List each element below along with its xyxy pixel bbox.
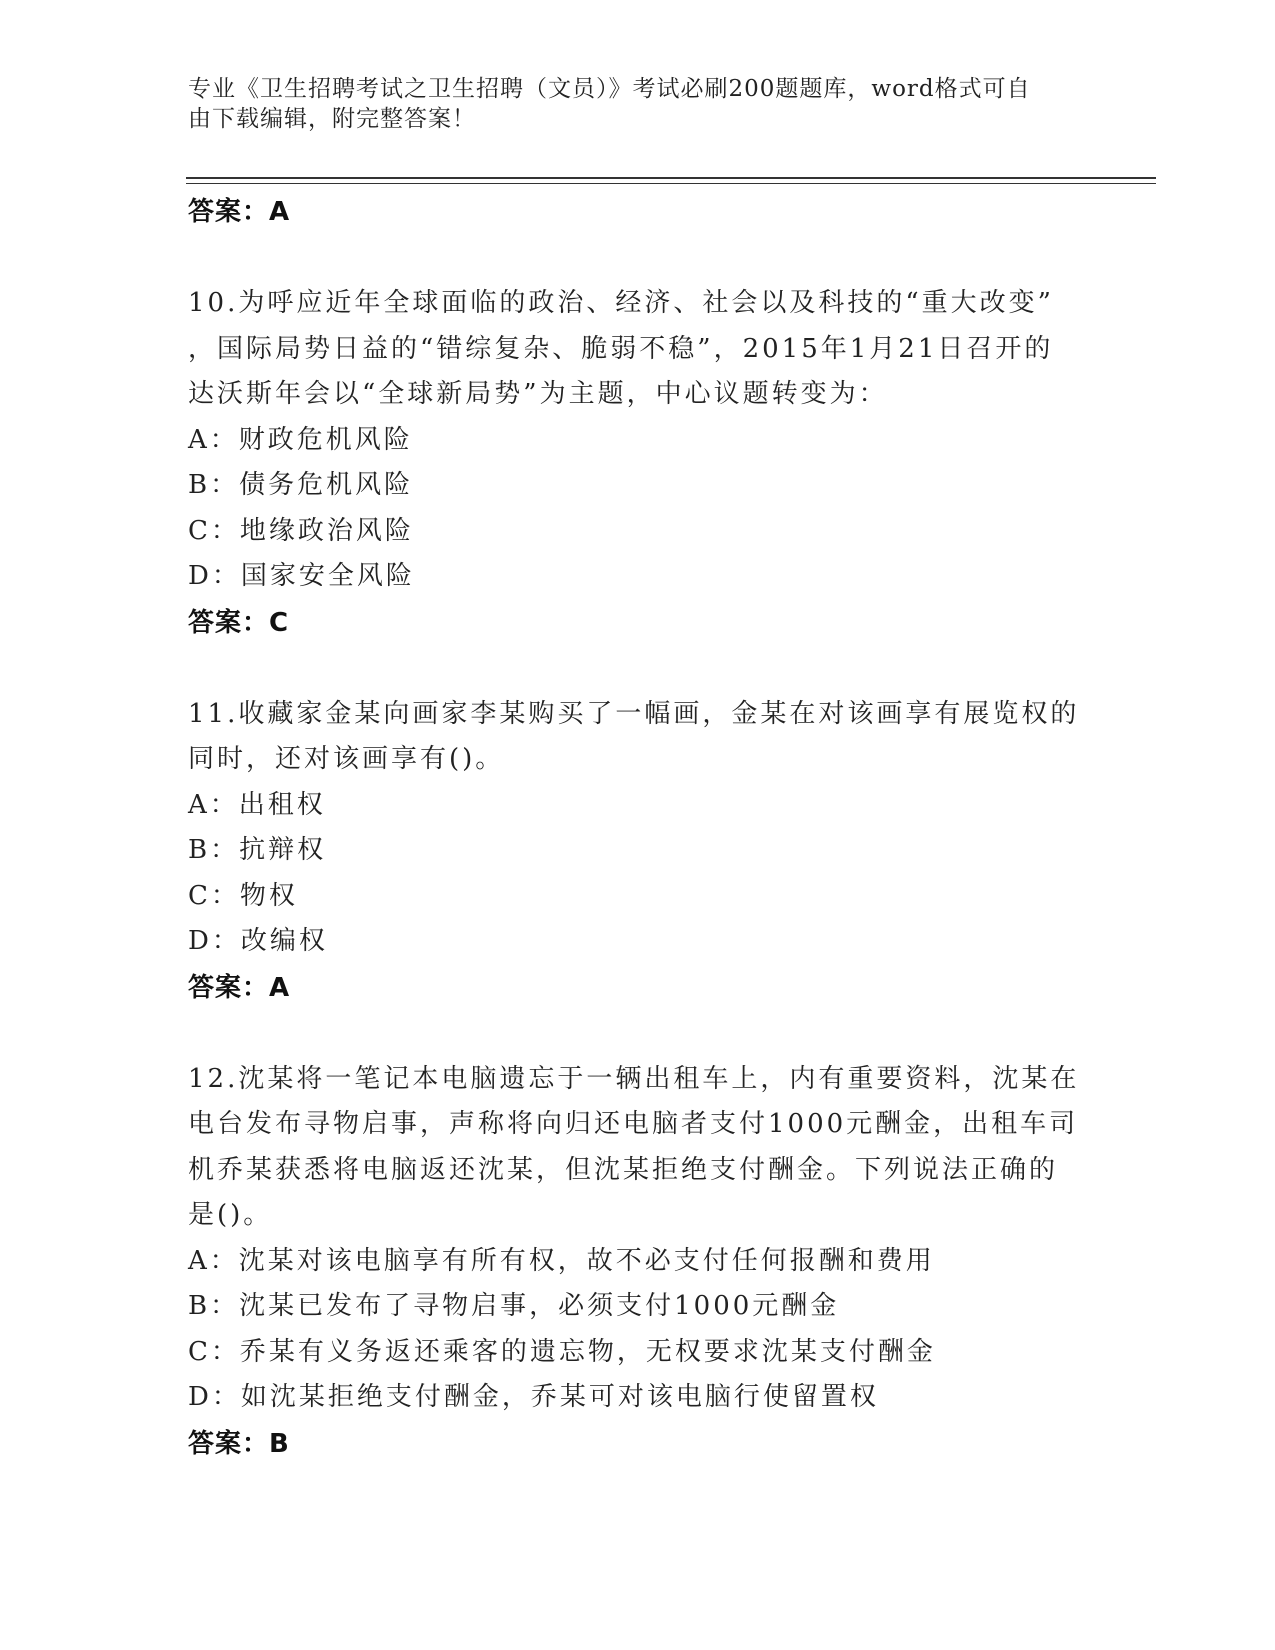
question-text-line: 12.沈某将一笔记本电脑遗忘于一辆出租车上，内有重要资料，沈某在	[188, 1063, 1080, 1094]
answer-line: 答案：A	[188, 197, 291, 227]
question-10	[188, 281, 1088, 646]
header-line: 专业《卫生招聘考试之卫生招聘（文员）》考试必刷200题题库，word格式可自	[188, 76, 1031, 102]
option-a: A：出租权	[188, 789, 326, 820]
question-text-line: ，国际局势日益的“错综复杂、脆弱不稳”，2015年1月21日召开的	[188, 333, 1054, 364]
question-text-line: 同时，还对该画享有()。	[188, 744, 505, 774]
option-a: A：财政危机风险	[188, 424, 413, 455]
answer-line: 答案：C	[188, 607, 290, 638]
document-header	[188, 74, 1068, 134]
question-text-line: 达沃斯年会以“全球新局势”为主题，中心议题转变为：	[188, 379, 888, 409]
option-b: B：沈某已发布了寻物启事，必须支付1000元酬金	[188, 1291, 840, 1321]
question-text-line: 电台发布寻物启事，声称将向归还电脑者支付1000元酬金，出租车司	[188, 1109, 1079, 1139]
question-text-line: 机乔某获悉将电脑返还沈某，但沈某拒绝支付酬金。下列说法正确的	[188, 1154, 1059, 1185]
option-d: D：改编权	[188, 926, 328, 956]
option-c: C：地缘政治风险	[188, 515, 414, 546]
question-text-line: 是()。	[188, 1200, 273, 1230]
question-stem	[188, 1057, 1088, 1239]
question-stem	[188, 692, 1088, 783]
option-b: B：债务危机风险	[188, 470, 414, 500]
question-text-line: 11.收藏家金某向画家李某购买了一幅画，金某在对该画享有展览权的	[188, 698, 1080, 729]
header-rule-thin	[186, 183, 1156, 184]
option-d: D：国家安全风险	[188, 561, 415, 591]
option-c: C：乔某有义务返还乘客的遗忘物，无权要求沈某支付酬金	[188, 1336, 936, 1367]
option-c: C：物权	[188, 880, 298, 911]
answer-line: 答案：A	[188, 972, 291, 1003]
option-b: B：抗辩权	[188, 835, 327, 865]
header-rule-thick	[186, 177, 1156, 179]
question-11	[188, 692, 1088, 1011]
option-d: D：如沈某拒绝支付酬金，乔某可对该电脑行使留置权	[188, 1382, 879, 1412]
answer-line: 答案：B	[188, 1428, 290, 1459]
header-line: 由下载编辑，附完整答案！	[188, 106, 476, 132]
question-stem	[188, 281, 1088, 418]
question-12	[188, 1057, 1088, 1467]
document-content	[188, 189, 1088, 1467]
question-text-line: 10.为呼应近年全球面临的政治、经济、社会以及科技的“重大改变”	[188, 288, 1054, 318]
option-a: A：沈某对该电脑享有所有权，故不必支付任何报酬和费用	[188, 1245, 935, 1276]
